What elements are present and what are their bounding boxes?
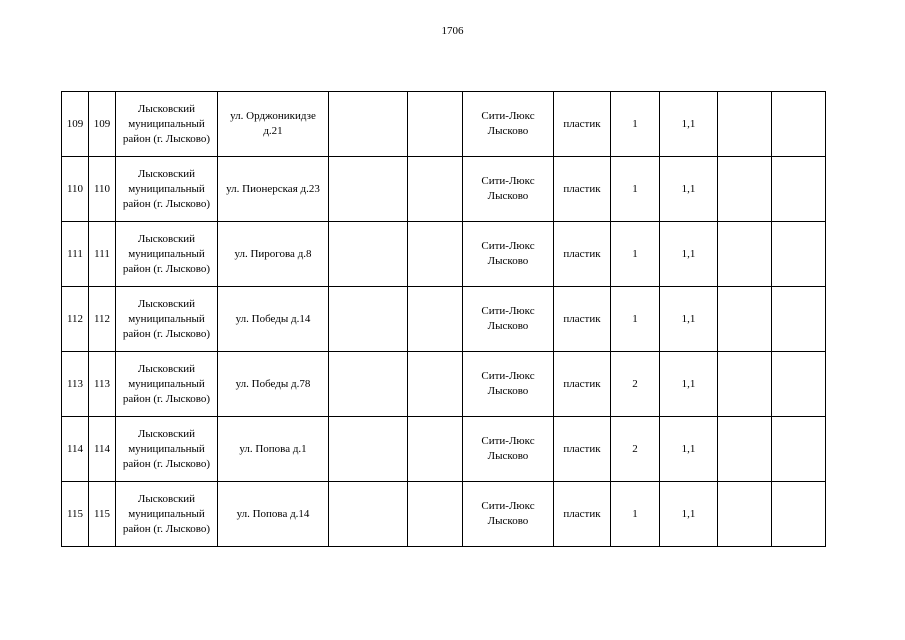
page-number: 1706	[441, 25, 464, 37]
company-cell: Сити-Люкс Лысково	[463, 222, 554, 287]
count-cell: 2	[611, 417, 660, 482]
row-number-cell: 109	[62, 92, 89, 157]
row-number-cell: 112	[62, 287, 89, 352]
row-number-cell: 113	[62, 352, 89, 417]
address-cell: ул. Пирогова д.8	[218, 222, 329, 287]
empty-cell	[408, 157, 463, 222]
empty-cell	[329, 482, 408, 547]
empty-cell	[408, 222, 463, 287]
district-cell: Лысковский муниципальный район (г. Лысково)	[116, 417, 218, 482]
table-row	[62, 417, 826, 482]
empty-cell	[329, 92, 408, 157]
empty-cell	[718, 417, 772, 482]
empty-cell	[772, 287, 826, 352]
material-cell: пластик	[554, 92, 611, 157]
count-cell: 1	[611, 482, 660, 547]
row-number-cell: 115	[62, 482, 89, 547]
empty-cell	[772, 352, 826, 417]
table-row	[62, 352, 826, 417]
empty-cell	[329, 222, 408, 287]
volume-cell: 1,1	[660, 92, 718, 157]
object-number-cell: 114	[89, 417, 116, 482]
object-number-cell: 115	[89, 482, 116, 547]
table-row	[62, 287, 826, 352]
table-body	[62, 92, 826, 547]
material-cell: пластик	[554, 417, 611, 482]
company-cell: Сити-Люкс Лысково	[463, 352, 554, 417]
table-row	[62, 482, 826, 547]
material-cell: пластик	[554, 222, 611, 287]
table-row	[62, 157, 826, 222]
volume-cell: 1,1	[660, 352, 718, 417]
empty-cell	[408, 92, 463, 157]
district-cell: Лысковский муниципальный район (г. Лысково)	[116, 92, 218, 157]
registry-table	[61, 91, 826, 547]
empty-cell	[772, 417, 826, 482]
address-cell: ул. Попова д.1	[218, 417, 329, 482]
volume-cell: 1,1	[660, 287, 718, 352]
company-cell: Сити-Люкс Лысково	[463, 482, 554, 547]
count-cell: 1	[611, 92, 660, 157]
empty-cell	[329, 287, 408, 352]
empty-cell	[772, 92, 826, 157]
district-cell: Лысковский муниципальный район (г. Лысково)	[116, 287, 218, 352]
empty-cell	[772, 157, 826, 222]
empty-cell	[408, 352, 463, 417]
row-number-cell: 114	[62, 417, 89, 482]
empty-cell	[718, 482, 772, 547]
company-cell: Сити-Люкс Лысково	[463, 92, 554, 157]
volume-cell: 1,1	[660, 417, 718, 482]
material-cell: пластик	[554, 482, 611, 547]
district-cell: Лысковский муниципальный район (г. Лысково)	[116, 222, 218, 287]
material-cell: пластик	[554, 157, 611, 222]
volume-cell: 1,1	[660, 222, 718, 287]
district-cell: Лысковский муниципальный район (г. Лысково)	[116, 482, 218, 547]
empty-cell	[408, 482, 463, 547]
material-cell: пластик	[554, 352, 611, 417]
object-number-cell: 113	[89, 352, 116, 417]
district-cell: Лысковский муниципальный район (г. Лысково)	[116, 352, 218, 417]
address-cell: ул. Попова д.14	[218, 482, 329, 547]
row-number-cell: 110	[62, 157, 89, 222]
empty-cell	[718, 157, 772, 222]
empty-cell	[329, 352, 408, 417]
company-cell: Сити-Люкс Лысково	[463, 157, 554, 222]
empty-cell	[329, 157, 408, 222]
object-number-cell: 110	[89, 157, 116, 222]
row-number-cell: 111	[62, 222, 89, 287]
material-cell: пластик	[554, 287, 611, 352]
company-cell: Сити-Люкс Лысково	[463, 287, 554, 352]
empty-cell	[718, 222, 772, 287]
object-number-cell: 109	[89, 92, 116, 157]
table-row	[62, 92, 826, 157]
empty-cell	[772, 222, 826, 287]
company-cell: Сити-Люкс Лысково	[463, 417, 554, 482]
count-cell: 1	[611, 287, 660, 352]
count-cell: 1	[611, 157, 660, 222]
empty-cell	[408, 417, 463, 482]
empty-cell	[772, 482, 826, 547]
empty-cell	[718, 352, 772, 417]
empty-cell	[718, 92, 772, 157]
address-cell: ул. Победы д.78	[218, 352, 329, 417]
volume-cell: 1,1	[660, 482, 718, 547]
count-cell: 2	[611, 352, 660, 417]
district-cell: Лысковский муниципальный район (г. Лысково)	[116, 157, 218, 222]
count-cell: 1	[611, 222, 660, 287]
address-cell: ул. Пионерская д.23	[218, 157, 329, 222]
object-number-cell: 111	[89, 222, 116, 287]
address-cell: ул. Орджоникидзе д.21	[218, 92, 329, 157]
empty-cell	[718, 287, 772, 352]
table-row	[62, 222, 826, 287]
empty-cell	[329, 417, 408, 482]
empty-cell	[408, 287, 463, 352]
volume-cell: 1,1	[660, 157, 718, 222]
address-cell: ул. Победы д.14	[218, 287, 329, 352]
object-number-cell: 112	[89, 287, 116, 352]
